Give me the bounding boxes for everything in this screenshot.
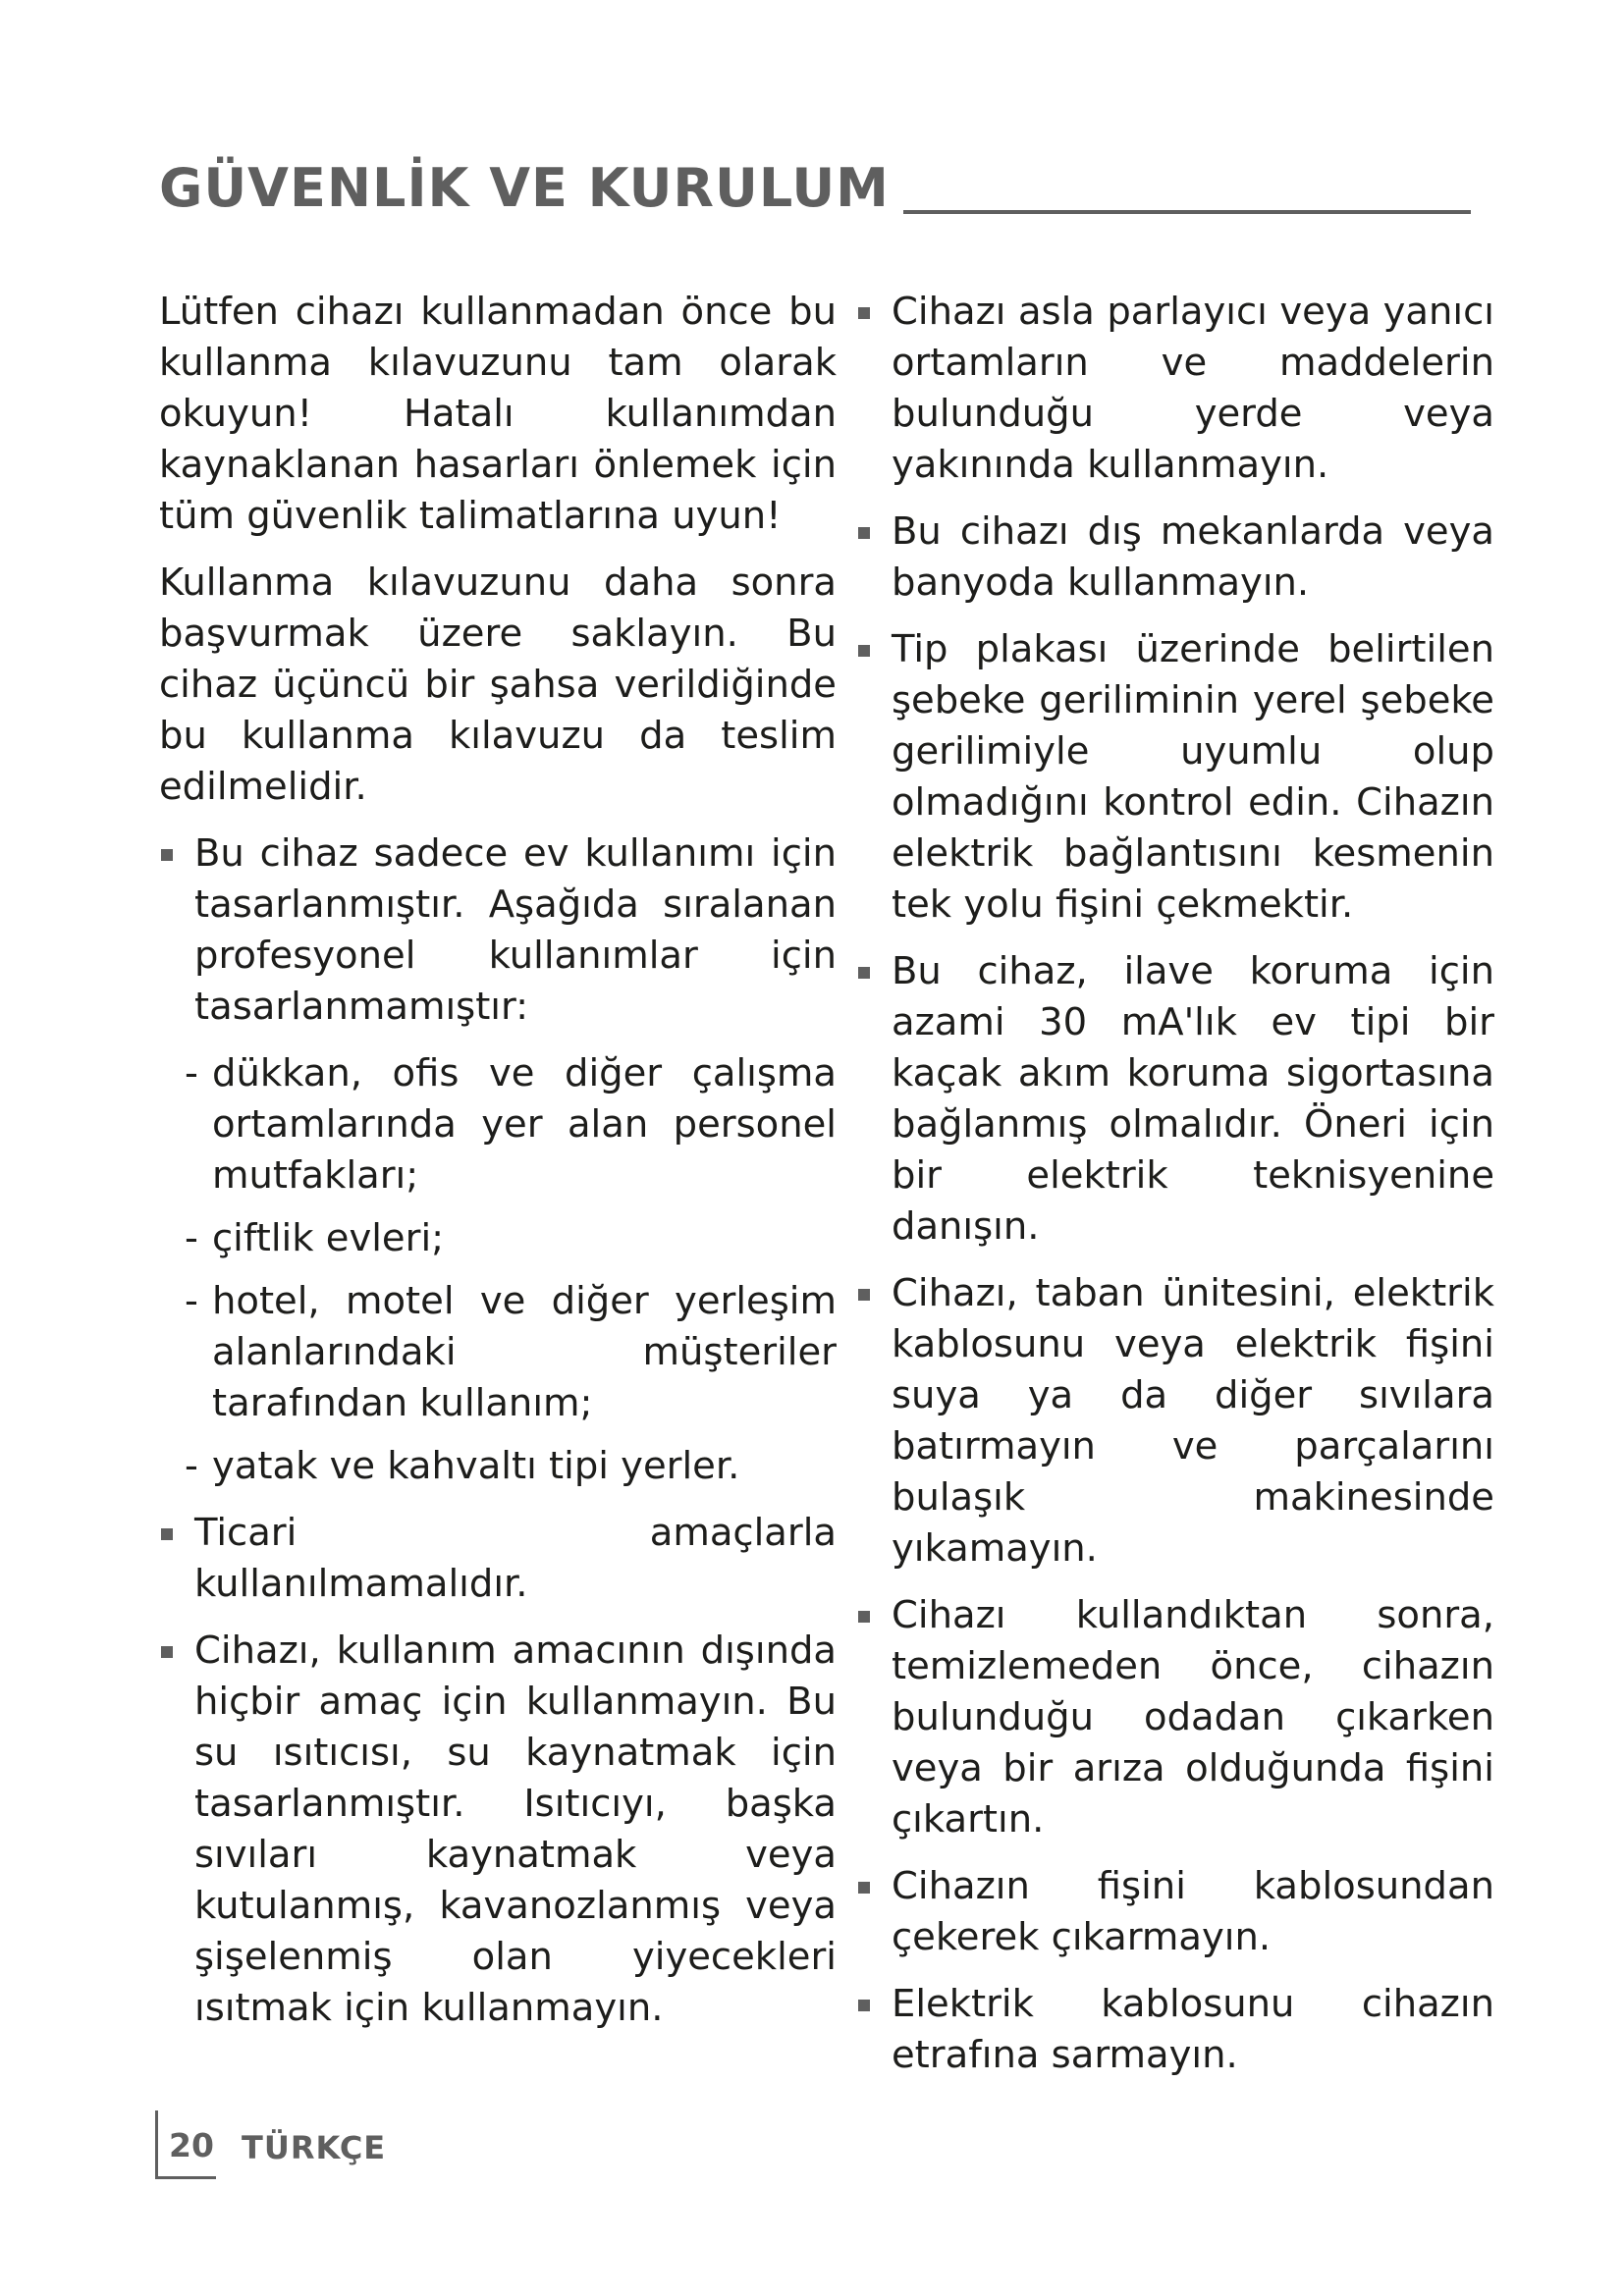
bullet-text: Tip plakası üzerinde belirtilen şebeke geriliminin yerel şebeke gerilimiyle uyumlu olup olmadığını kontrol edin. Cihazın elektrik bağlantısını kesmenin tek yolu fişini çekmektir. (892, 627, 1494, 927)
dash-marker: - (185, 1051, 198, 1095)
square-bullet-icon (161, 1528, 173, 1540)
right-column (856, 287, 1494, 2097)
dash-item-text: çiftlik evleri; (212, 1216, 445, 1260)
dash-list-item (159, 1213, 837, 1264)
bullet-text: Cihazı kullandıktan sonra, temizlemeden önce, cihazın bulunduğu odadan çıkarken veya bir arıza olduğunda fişini çıkartın. (892, 1593, 1494, 1842)
square-bullet-icon (858, 307, 870, 319)
square-bullet-icon (858, 645, 870, 657)
dash-list-item (159, 1276, 837, 1429)
footer-corner-rule (155, 2110, 158, 2179)
square-bullet-icon (858, 1882, 870, 1894)
left-column (159, 287, 837, 2050)
list-item (856, 1979, 1494, 2081)
dash-list (159, 1048, 837, 1492)
page-number: 20 (169, 2126, 214, 2164)
dash-marker: - (185, 1216, 198, 1260)
bullet-text: Elektrik kablosunu cihazın etrafına sarmayın. (892, 1982, 1494, 2077)
footer-language-label: TÜRKÇE (242, 2129, 387, 2166)
dash-list-item (159, 1441, 837, 1492)
square-bullet-icon (858, 1611, 870, 1623)
dash-item-text: hotel, motel ve diğer yerleşim alanlarındaki müşteriler tarafından kullanım; (212, 1279, 837, 1425)
list-item (856, 624, 1494, 931)
bullet-text: Ticari amaçlarla kullanılmamalıdır. (194, 1511, 837, 1606)
bullet-text: Cihazın fişini kablosundan çekerek çıkarmayın. (892, 1864, 1494, 1959)
dash-item-text: yatak ve kahvaltı tipi yerler. (212, 1444, 740, 1488)
square-bullet-icon (161, 1646, 173, 1658)
square-bullet-icon (858, 1289, 870, 1301)
intro-paragraph-1: Lütfen cihazı kullanmadan önce bu kullanma kılavuzunu tam olarak okuyun! Hatalı kullanımdan kaynaklanan hasarları önlemek için tüm güvenlik talimatlarına uyun! (159, 290, 837, 538)
page-header (159, 149, 1471, 228)
bullet-text: Bu cihazı dış mekanlarda veya banyoda kullanmayın. (892, 509, 1494, 605)
footer-corner-rule-bottom (155, 2176, 216, 2179)
list-item (856, 287, 1494, 491)
bullet-text: Bu cihaz, ilave koruma için azami 30 mA'lık ev tipi bir kaçak akım koruma sigortasına bağlanmış olmalıdır. Öneri için bir elektrik teknisyenine danışın. (892, 949, 1494, 1249)
bullet-text: Cihazı, kullanım amacının dışında hiçbir amaç için kullanmayın. Bu su ısıtıcısı, su kaynatmak için tasarlanmıştır. Isıtıcıyı, başka sıvıları kaynatmak veya kutulanmış, kavanozlanmış veya şişelenmiş olan yiyecekleri ısıtmak için kullanmayın. (194, 1629, 837, 2030)
list-item (856, 946, 1494, 1253)
list-item (159, 1626, 837, 2034)
title-rule (903, 210, 1471, 214)
page-title: GÜVENLİK VE KURULUM (159, 157, 890, 219)
intro-paragraph-2: Kullanma kılavuzunu daha sonra başvurmak üzere saklayın. Bu cihaz üçüncü bir şahsa verildiğinde bu kullanma kılavuzu da teslim edilmelidir. (159, 561, 837, 809)
list-item (856, 507, 1494, 609)
square-bullet-icon (858, 527, 870, 539)
dash-list-item (159, 1048, 837, 1201)
dash-marker: - (185, 1279, 198, 1323)
bullet-text: Bu cihaz sadece ev kullanımı için tasarlanmıştır. Aşağıda sıralanan profesyonel kullanımlar için tasarlanmamıştır: (194, 831, 837, 1029)
dash-marker: - (185, 1444, 198, 1488)
square-bullet-icon (858, 967, 870, 979)
list-item (856, 1861, 1494, 1963)
square-bullet-icon (161, 849, 173, 861)
list-item (856, 1590, 1494, 1845)
list-item (856, 1268, 1494, 1575)
list-item (159, 1508, 837, 1610)
bullet-text: Cihazı asla parlayıcı veya yanıcı ortamların ve maddelerin bulunduğu yerde veya yakınında kullanmayın. (892, 290, 1494, 487)
square-bullet-icon (858, 2000, 870, 2011)
bullet-text: Cihazı, taban ünitesini, elektrik kablosunu veya elektrik fişini suya ya da diğer sıvılara batırmayın ve parçalarını bulaşık makinesinde yıkamayın. (892, 1271, 1494, 1571)
dash-item-text: dükkan, ofis ve diğer çalışma ortamlarında yer alan personel mutfakları; (212, 1051, 837, 1198)
list-item (159, 828, 837, 1033)
